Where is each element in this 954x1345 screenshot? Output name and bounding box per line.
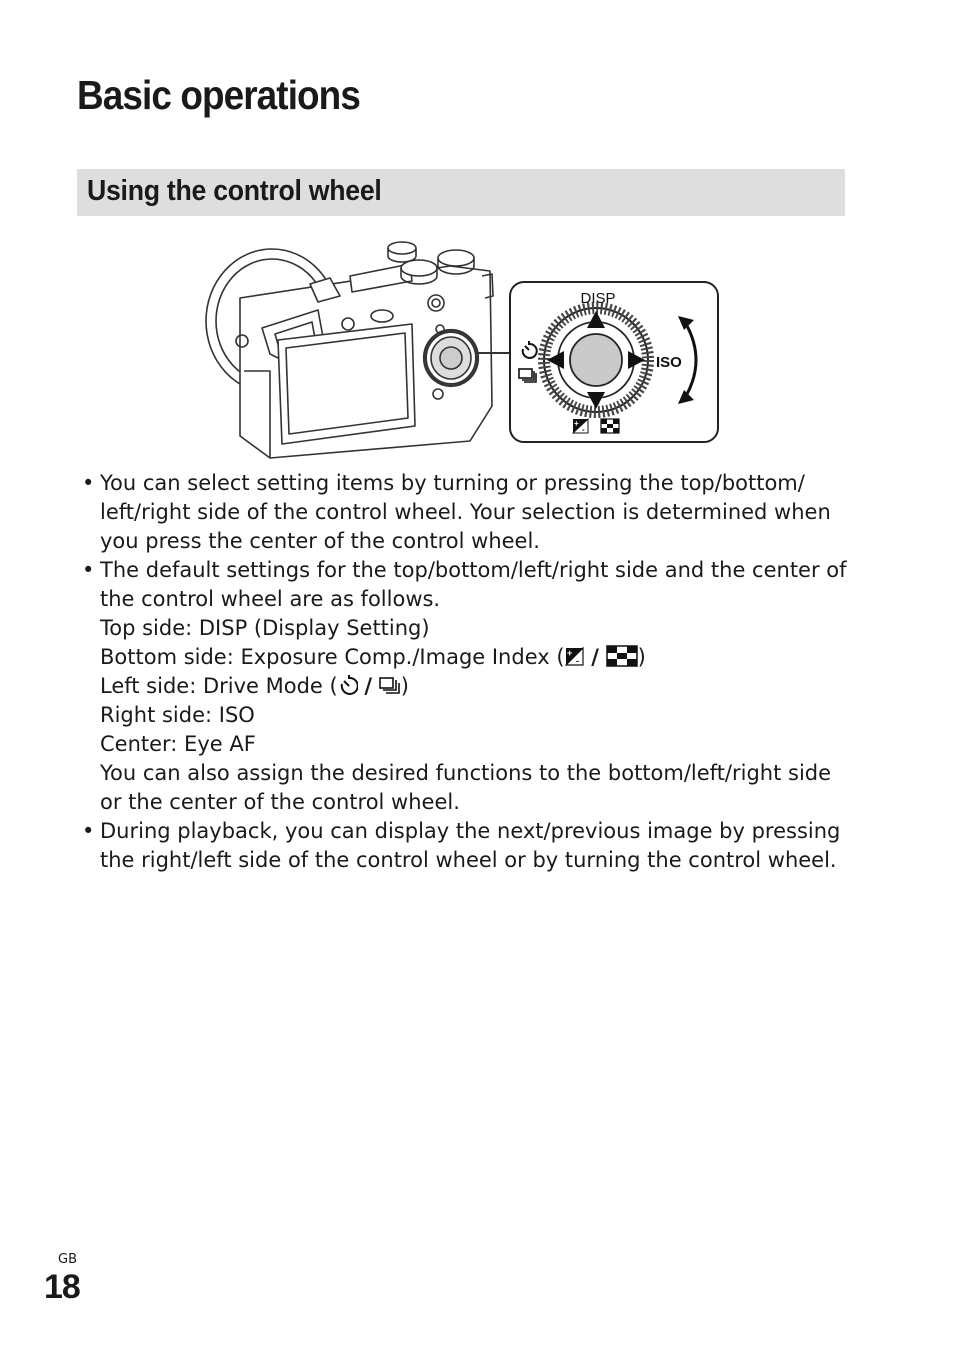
list-item [80, 469, 850, 556]
slash: / [591, 645, 599, 669]
list-item [80, 556, 850, 817]
default-bottom: Bottom side: Exposure Comp./Image Index ( + - / ) [100, 645, 646, 669]
page-title: Basic operations [77, 72, 360, 118]
section-header [77, 169, 845, 216]
default-top: Top side: DISP (Display Setting) [100, 616, 430, 640]
continuous-shooting-icon [379, 676, 401, 696]
default-left: Left side: Drive Mode ( / ) [100, 674, 409, 698]
list-item [80, 817, 850, 875]
svg-text:+: + [574, 419, 579, 428]
default-center: Center: Eye AF [100, 732, 256, 756]
bullet-defaults-outro: You can also assign the desired functions to the bottom/left/right side or the center of the control wheel. [100, 761, 832, 814]
control-wheel-figure [200, 236, 725, 462]
image-index-icon [606, 645, 638, 667]
svg-text:+: + [566, 648, 572, 658]
bullet-select-settings: • You can select setting items by turning or pressing the top/bottom/ left/right side of the control wheel. Your selection is determined when you press the center of the control wheel. [100, 471, 831, 553]
exposure-comp-icon [565, 647, 585, 667]
bullet-playback: • During playback, you can display the next/previous image by pressing the right/left side of the control wheel or by turning the control wheel. [100, 819, 841, 872]
self-timer-icon [338, 674, 358, 696]
bullet-defaults-intro: • The default settings for the top/bottom/left/right side and the center of the control wheel are as follows. [100, 558, 847, 611]
default-right: Right side: ISO [100, 703, 255, 727]
instruction-list [80, 469, 850, 875]
camera-illustration [200, 236, 725, 462]
section-title: Using the control wheel [87, 175, 382, 207]
page-number: 18 [44, 1268, 80, 1306]
wheel-top-label: DISP [580, 290, 616, 307]
control-wheel-detail [544, 308, 648, 412]
svg-text:-: - [575, 656, 579, 666]
svg-text:-: - [582, 425, 585, 434]
wheel-right-label: ISO [656, 354, 682, 371]
language-code: GB [58, 1252, 77, 1267]
exposure-comp-icon [573, 419, 588, 434]
